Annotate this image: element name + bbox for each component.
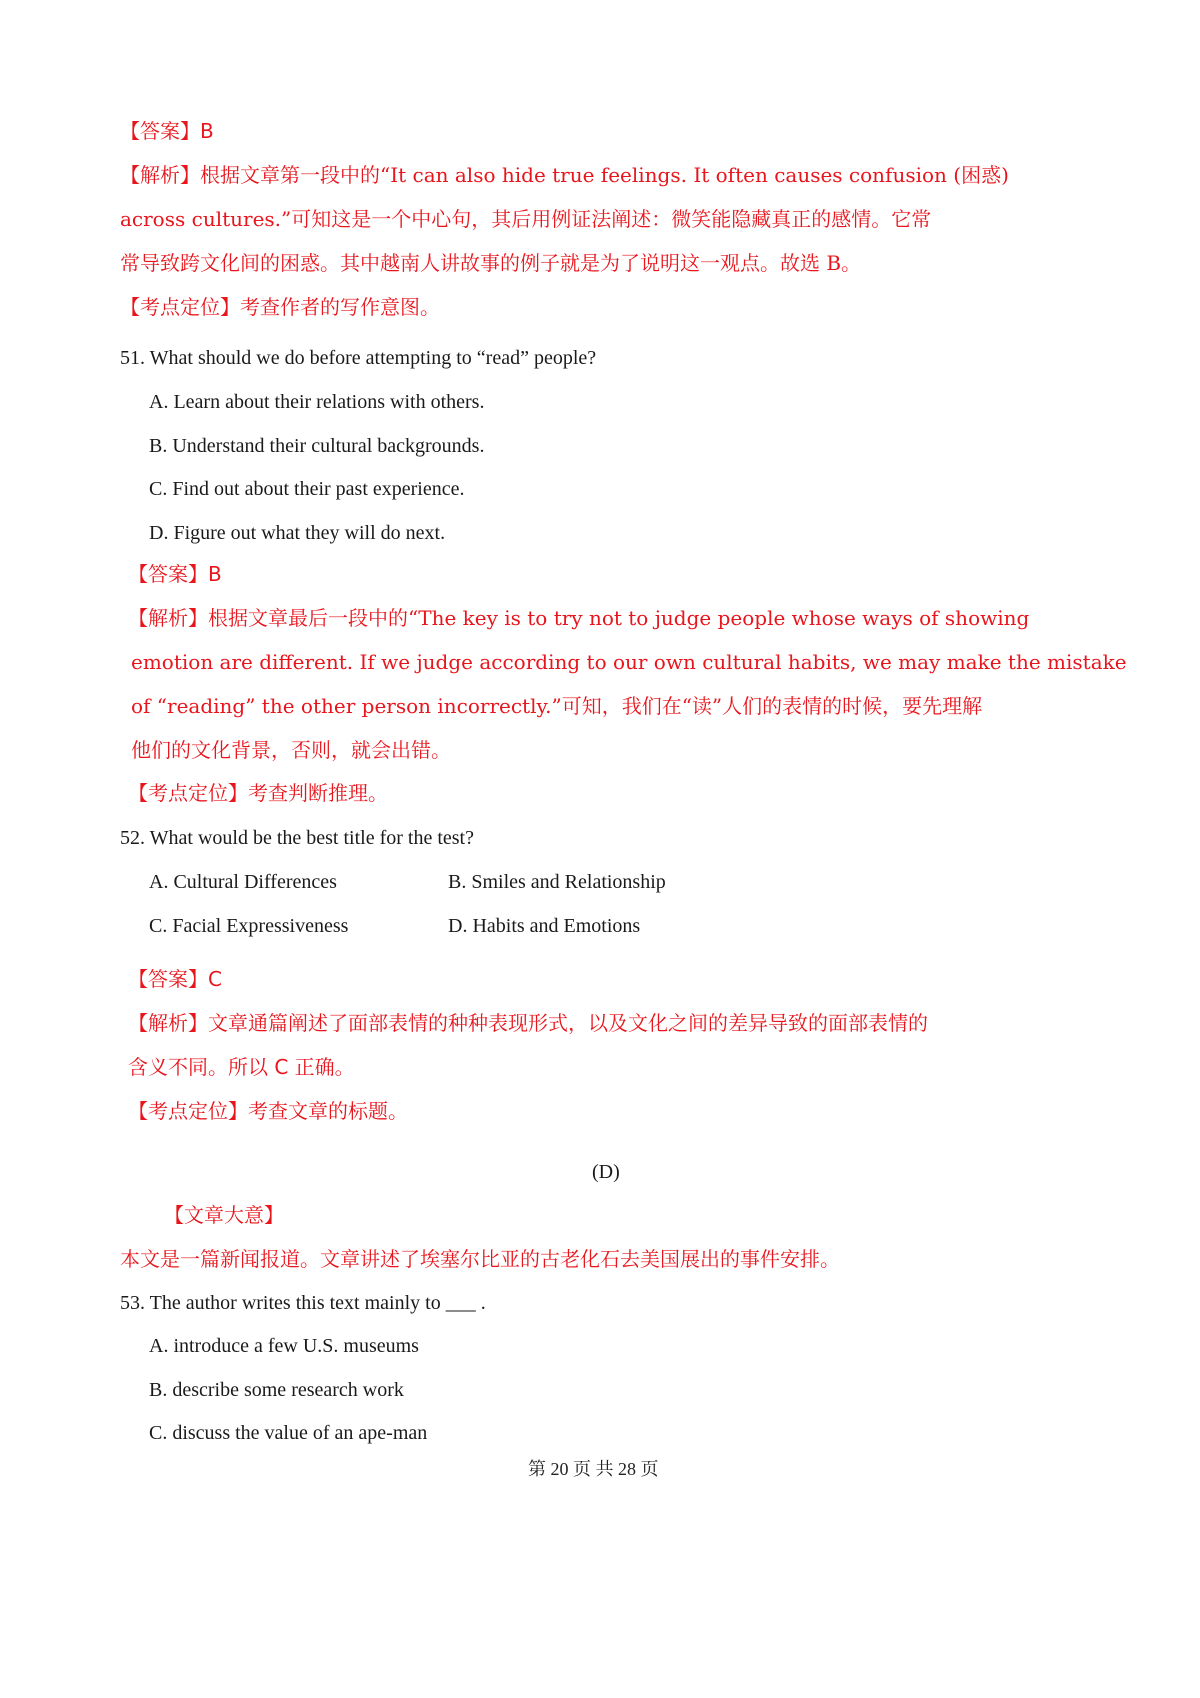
q50-analysis-line-2: across cultures.”可知这是一个中心句，其后用例证法阐述：微笑能隐藏真正的感情。它常: [120, 207, 932, 231]
q51-answer: 【答案】B: [128, 562, 222, 586]
q50-analysis-line-3: 常导致跨文化间的困惑。其中越南人讲故事的例子就是为了说明这一观点。故选 B。: [120, 251, 862, 275]
q53-option-a: A. introduce a few U.S. museums: [149, 1335, 419, 1357]
q51-option-a: A. Learn about their relations with others.: [149, 391, 485, 413]
page-footer: 第 20 页 共 28 页: [528, 1459, 659, 1479]
q50-answer: 【答案】B: [120, 119, 214, 143]
q53-option-b: B. describe some research work: [149, 1379, 404, 1401]
q51-option-d: D. Figure out what they will do next.: [149, 522, 446, 544]
q52-option-b: B. Smiles and Relationship: [448, 871, 666, 893]
q51-analysis-line-3: of “reading” the other person incorrectly.”可知，我们在“读”人们的表情的时候，要先理解: [131, 694, 983, 718]
q53-option-c: C. discuss the value of an ape-man: [149, 1422, 428, 1444]
q50-analysis-line-1: 【解析】根据文章第一段中的“It can also hide true feelings. It often causes confusion (困惑): [120, 163, 1009, 187]
section-d-label: (D): [592, 1161, 620, 1183]
q51-option-b: B. Understand their cultural backgrounds.: [149, 435, 485, 457]
q51-analysis-line-4: 他们的文化背景，否则，就会出错。: [131, 738, 451, 762]
q53-question: 53. The author writes this text mainly to ___ .: [120, 1292, 486, 1314]
q52-analysis-line-1: 【解析】文章通篇阐述了面部表情的种种表现形式，以及文化之间的差异导致的面部表情的: [128, 1011, 928, 1035]
q51-analysis-line-1: 【解析】根据文章最后一段中的“The key is to try not to judge people whose ways of showing: [128, 606, 1030, 630]
summary-text: 本文是一篇新闻报道。文章讲述了埃塞尔比亚的古老化石去美国展出的事件安排。: [120, 1247, 840, 1271]
q52-option-a: A. Cultural Differences: [149, 871, 337, 893]
q52-option-c: C. Facial Expressiveness: [149, 915, 349, 937]
q52-answer: 【答案】C: [128, 967, 222, 991]
q51-analysis-line-2: emotion are different. If we judge according to our own cultural habits, we may make the mistake: [131, 650, 1127, 674]
q52-point: 【考点定位】考查文章的标题。: [128, 1099, 408, 1123]
q51-option-c: C. Find out about their past experience.: [149, 478, 465, 500]
q51-question: 51. What should we do before attempting to “read” people?: [120, 347, 597, 369]
q50-point: 【考点定位】考查作者的写作意图。: [120, 295, 440, 319]
q51-point: 【考点定位】考查判断推理。: [128, 781, 388, 805]
q52-question: 52. What would be the best title for the test?: [120, 827, 474, 849]
summary-title: 【文章大意】: [164, 1203, 284, 1227]
q52-option-d: D. Habits and Emotions: [448, 915, 641, 937]
q52-analysis-line-2: 含义不同。所以 C 正确。: [128, 1055, 355, 1079]
